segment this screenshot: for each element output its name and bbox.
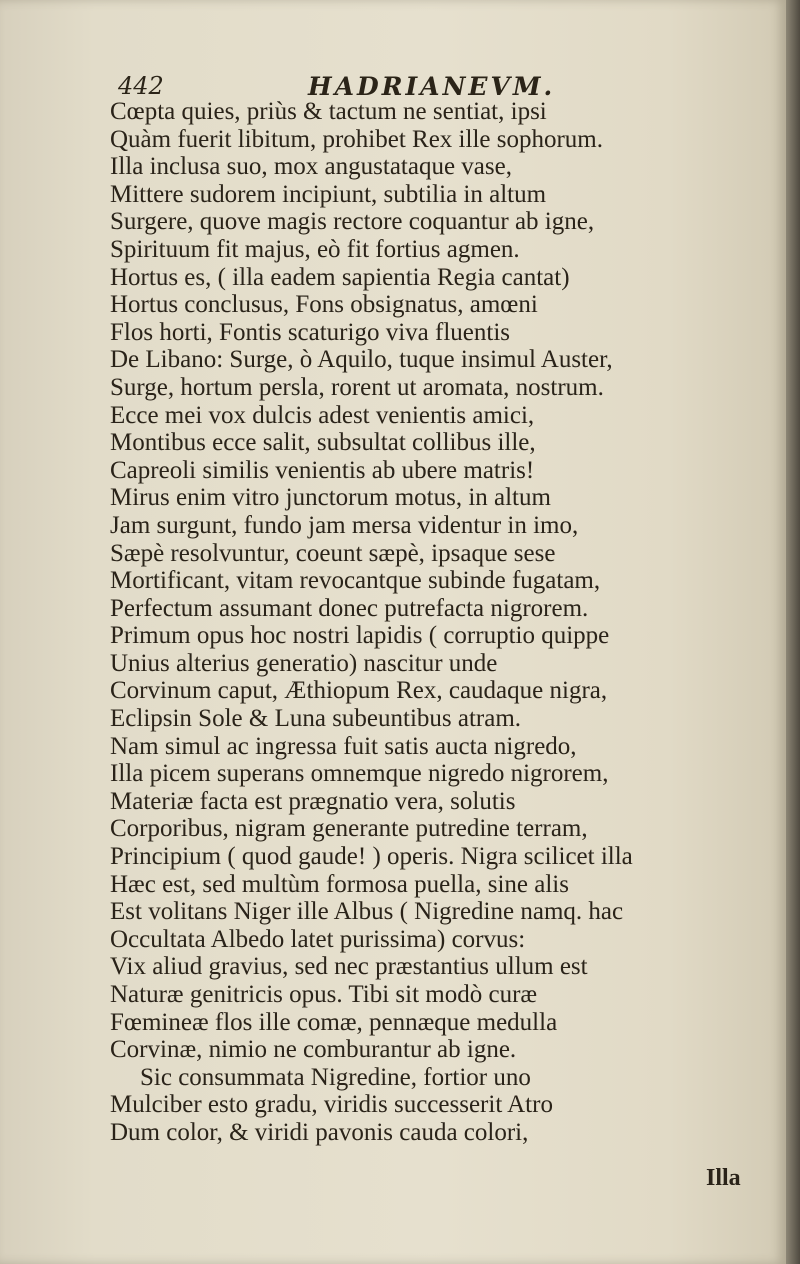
text-line: Sic consummata Nigredine, fortior uno bbox=[140, 1063, 531, 1091]
text-line: Corvinæ, nimio ne comburantur ab igne. bbox=[110, 1036, 517, 1064]
page-number: 442 bbox=[118, 72, 164, 100]
text-line: Cœpta quies, priùs & tactum ne sentiat, ipsi bbox=[110, 98, 547, 125]
text-line: Corporibus, nigram generante putredine terram, bbox=[110, 815, 588, 843]
text-line: Mirus enim vitro junctorum motus, in altum bbox=[110, 484, 551, 512]
text-line: Mulciber esto gradu, viridis successerit Atro bbox=[110, 1091, 553, 1119]
text-line: Illa picem superans omnemque nigredo nigrorem, bbox=[110, 760, 609, 788]
text-line: Vix aliud gravius, sed nec præstantius ullum est bbox=[110, 953, 588, 981]
text-line: Primum opus hoc nostri lapidis ( corruptio quippe bbox=[110, 622, 610, 650]
page-edge bbox=[786, 0, 800, 1264]
text-line: De Libano: Surge, ò Aquilo, tuque insimul Auster, bbox=[110, 346, 613, 374]
catchword: Illa bbox=[706, 1165, 741, 1191]
text-line: Hortus conclusus, Fons obsignatus, amœni bbox=[110, 291, 538, 319]
text-line: Quàm fuerit libitum, prohibet Rex ille sophorum. bbox=[110, 125, 603, 153]
text-line: Flos horti, Fontis scaturigo viva fluentis bbox=[110, 318, 510, 346]
text-line: Capreoli similis venientis ab ubere matris! bbox=[110, 456, 535, 484]
text-line: Eclipsin Sole & Luna subeuntibus atram. bbox=[110, 705, 522, 733]
text-line: Nam simul ac ingressa fuit satis aucta nigredo, bbox=[110, 732, 577, 760]
text-line: Corvinum caput, Æthiopum Rex, caudaque nigra, bbox=[110, 677, 608, 705]
poem-text bbox=[110, 98, 670, 1147]
text-line: Materiæ facta est prægnatio vera, solutis bbox=[110, 787, 516, 815]
text-line: Naturæ genitricis opus. Tibi sit modò curæ bbox=[110, 981, 538, 1008]
text-line: Unius alterius generatio) nascitur unde bbox=[110, 649, 498, 677]
text-line: Montibus ecce salit, subsultat collibus ille, bbox=[110, 429, 536, 457]
text-line: Est volitans Niger ille Albus ( Nigredine namq. hac bbox=[110, 898, 624, 926]
text-line: Jam surgunt, fundo jam mersa videntur in imo, bbox=[110, 511, 579, 539]
text-line: Ecce mei vox dulcis adest venientis amici, bbox=[110, 401, 535, 429]
text-line: Surgere, quove magis rectore coquantur ab igne, bbox=[110, 208, 595, 236]
text-line: Hortus es, ( illa eadem sapientia Regia cantat) bbox=[110, 263, 570, 291]
text-line: Sæpè resolvuntur, coeunt sæpè, ipsaque sese bbox=[110, 539, 556, 567]
text-line: Principium ( quod gaude! ) operis. Nigra scilicet illa bbox=[110, 843, 633, 871]
text-line: Mortificant, vitam revocantque subinde fugatam, bbox=[110, 567, 601, 595]
text-line: Surge, hortum persla, rorent ut aromata, nostrum. bbox=[110, 373, 604, 401]
text-line: Occultata Albedo latet purissima) corvus: bbox=[110, 925, 526, 953]
running-head: HADRIANEVM. bbox=[308, 72, 556, 101]
text-line: Hæc est, sed multùm formosa puella, sine alis bbox=[110, 870, 569, 898]
text-line: Spirituum fit majus, eò fit fortius agmen. bbox=[110, 235, 520, 263]
text-line: Illa inclusa suo, mox angustataque vase, bbox=[110, 153, 512, 181]
text-line: Dum color, & viridi pavonis cauda colori, bbox=[110, 1118, 529, 1146]
text-line: Perfectum assumant donec putrefacta nigrorem. bbox=[110, 594, 589, 622]
text-line: Mittere sudorem incipiunt, subtilia in altum bbox=[110, 180, 547, 208]
text-line: Fœmineæ flos ille comæ, pennæque medulla bbox=[110, 1008, 558, 1036]
